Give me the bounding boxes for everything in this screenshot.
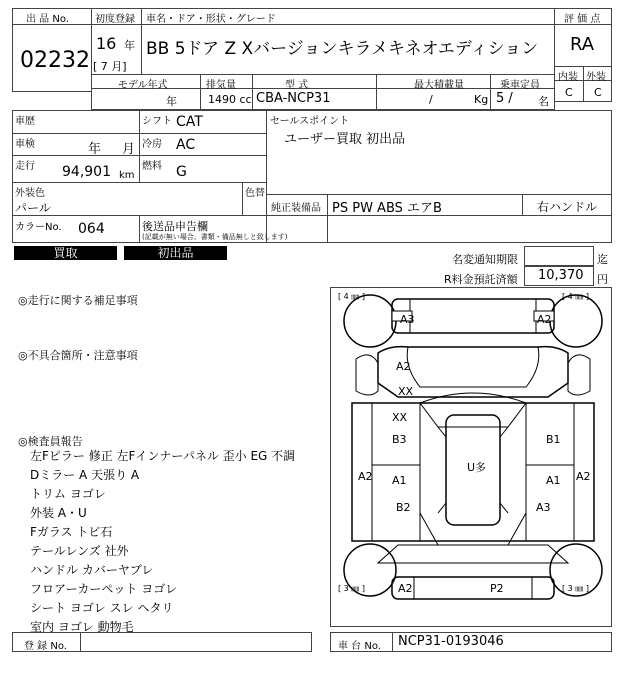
grade-value: RA [570, 34, 595, 55]
first-listing-badge: 初出品 [124, 246, 227, 260]
damage-mark: A3 [400, 313, 415, 326]
post-label: 後送品申告欄 [142, 220, 208, 233]
tire-depth-rear-right: [ 3 ㎜ ] [562, 584, 589, 593]
defects-title: ◎不具合箇所・注意事項 [18, 349, 138, 362]
sales-point-label: セールスポイント [270, 116, 350, 127]
damage-mark: XX [392, 411, 408, 424]
damage-mark: A1 [392, 474, 407, 487]
color-no-value: 064 [78, 221, 105, 237]
inspector-line: 室内 ヨゴレ 動物毛 [30, 620, 134, 634]
shift-label: シフト [142, 116, 172, 127]
max-load: / [429, 93, 433, 106]
max-load-unit: Kg [474, 93, 489, 106]
steering-value: 右ハンドル [537, 200, 598, 214]
interior-grade: C [565, 86, 573, 99]
damage-diagram [330, 287, 612, 627]
fuel-label: 燃料 [142, 161, 162, 172]
equipment-label: 純正装備品 [271, 203, 321, 214]
inspector-line: Fガラス トビ石 [30, 525, 113, 539]
post-note: (記載が無い場合、書類・備品無しと致します) [142, 233, 288, 241]
inspector-line: Dミラー A 天張り A [30, 468, 140, 482]
notice-unit: 迄 [597, 253, 608, 266]
lot-number: 02232 [20, 48, 90, 73]
inspector-line: ハンドル カバーヤブレ [30, 563, 154, 577]
model-year-unit: 年 [166, 95, 177, 108]
first-reg-year: 16 [96, 34, 117, 53]
damage-mark: A3 [536, 501, 551, 514]
wheel-rear-left [344, 544, 396, 596]
capacity-label: 乗車定員 [500, 80, 540, 91]
exterior-label: 外装 [586, 72, 606, 83]
max-load-label: 最大積載量 [414, 80, 464, 91]
equipment-value: PS PW ABS エアB [332, 201, 442, 216]
capacity: 5 / [496, 91, 513, 106]
rear-bumper [392, 577, 554, 599]
capacity-unit: 名 [538, 95, 549, 108]
damage-mark: B3 [392, 433, 407, 446]
mileage-value: 94,901 [62, 164, 111, 180]
damage-mark: U多 [467, 461, 487, 474]
fuel-value: G [176, 164, 187, 180]
model-year-label: モデル年式 [118, 80, 168, 91]
inspector-line: 左Fピラー 修正 左Fインナーパネル 歪小 EG 不調 [30, 449, 296, 463]
inspector-line: フロアーカーペット ヨゴレ [30, 582, 178, 596]
recycle-unit: 円 [597, 273, 608, 286]
color-no-label: カラーNo. [15, 222, 62, 233]
ac-label: 冷房 [142, 139, 162, 150]
buy-badge: 買取 [14, 246, 117, 260]
model-label: 型 式 [285, 80, 309, 91]
inspection-label: 車検 [15, 139, 35, 150]
notice-box [524, 246, 594, 266]
car-name: BB 5ドア Z Xバージョンキラメキネオエディション [146, 39, 539, 59]
mileage-label: 走行 [15, 161, 35, 172]
model-code: CBA-NCP31 [256, 91, 331, 106]
chassis-label: 車 台 No. [338, 641, 381, 652]
sales-point: ユーザー買取 初出品 [284, 132, 406, 147]
displacement: 1490 cc [208, 93, 252, 106]
reg-no-label: 登 録 No. [24, 641, 67, 652]
inspection-month: 月 [122, 142, 136, 157]
lot-label: 出 品 No. [26, 14, 69, 25]
damage-mark: A2 [396, 360, 411, 373]
inspector-line: シート ヨゴレ スレ ヘタリ [30, 601, 174, 615]
history-label: 車歴 [15, 116, 35, 127]
wheel-front-right [550, 295, 602, 347]
color-value: パール [15, 201, 51, 215]
damage-mark: A2 [358, 470, 373, 483]
damage-mark: B1 [546, 433, 561, 446]
chassis-number: NCP31-0193046 [398, 634, 504, 649]
tire-depth-rear-left: [ 3 ㎜ ] [338, 584, 365, 593]
recycle-fee: 10,370 [538, 268, 584, 283]
damage-mark: A1 [546, 474, 561, 487]
tire-depth-front-left: [ 4 ㎜ ] [338, 292, 365, 301]
color-change-label: 色替 [245, 188, 265, 199]
ac-value: AC [176, 137, 196, 153]
damage-mark: A2 [537, 313, 552, 326]
rear-outline [378, 545, 568, 563]
damage-mark: A2 [576, 470, 591, 483]
exterior-grade: C [594, 86, 602, 99]
inspection-year: 年 [88, 142, 102, 157]
mileage-unit: km [119, 170, 135, 181]
damage-mark: XX [398, 385, 414, 398]
inspector-line: テールレンズ 社外 [30, 544, 129, 558]
recycle-label: R料金預託済額 [444, 273, 518, 286]
inspector-title: ◎検査員報告 [18, 435, 83, 448]
first-reg-month: [ 7 月] [93, 60, 127, 73]
color-label: 外装色 [15, 188, 45, 199]
interior-label: 内装 [558, 72, 578, 83]
first-reg-label: 初度登録 [95, 14, 135, 25]
first-reg-year-unit: 年 [124, 39, 135, 52]
wheel-front-left [344, 295, 396, 347]
inspector-line: トリム ヨゴレ [30, 487, 106, 501]
damage-mark: A2 [398, 582, 413, 595]
shift-value: CAT [176, 114, 203, 130]
notice-label: 名変通知期限 [452, 253, 518, 266]
car-label: 車名・ドア・形状・グレード [146, 14, 276, 25]
damage-mark: B2 [396, 501, 411, 514]
damage-mark: P2 [490, 582, 504, 595]
tire-depth-front-right: [ 4 ㎜ ] [562, 292, 589, 301]
front-bumper [392, 299, 554, 333]
displacement-label: 排気量 [206, 80, 236, 91]
grade-label: 評 価 点 [564, 14, 601, 25]
inspector-line: 外装 A・U [30, 506, 87, 520]
driving-notes-title: ◎走行に関する補足事項 [18, 294, 138, 307]
